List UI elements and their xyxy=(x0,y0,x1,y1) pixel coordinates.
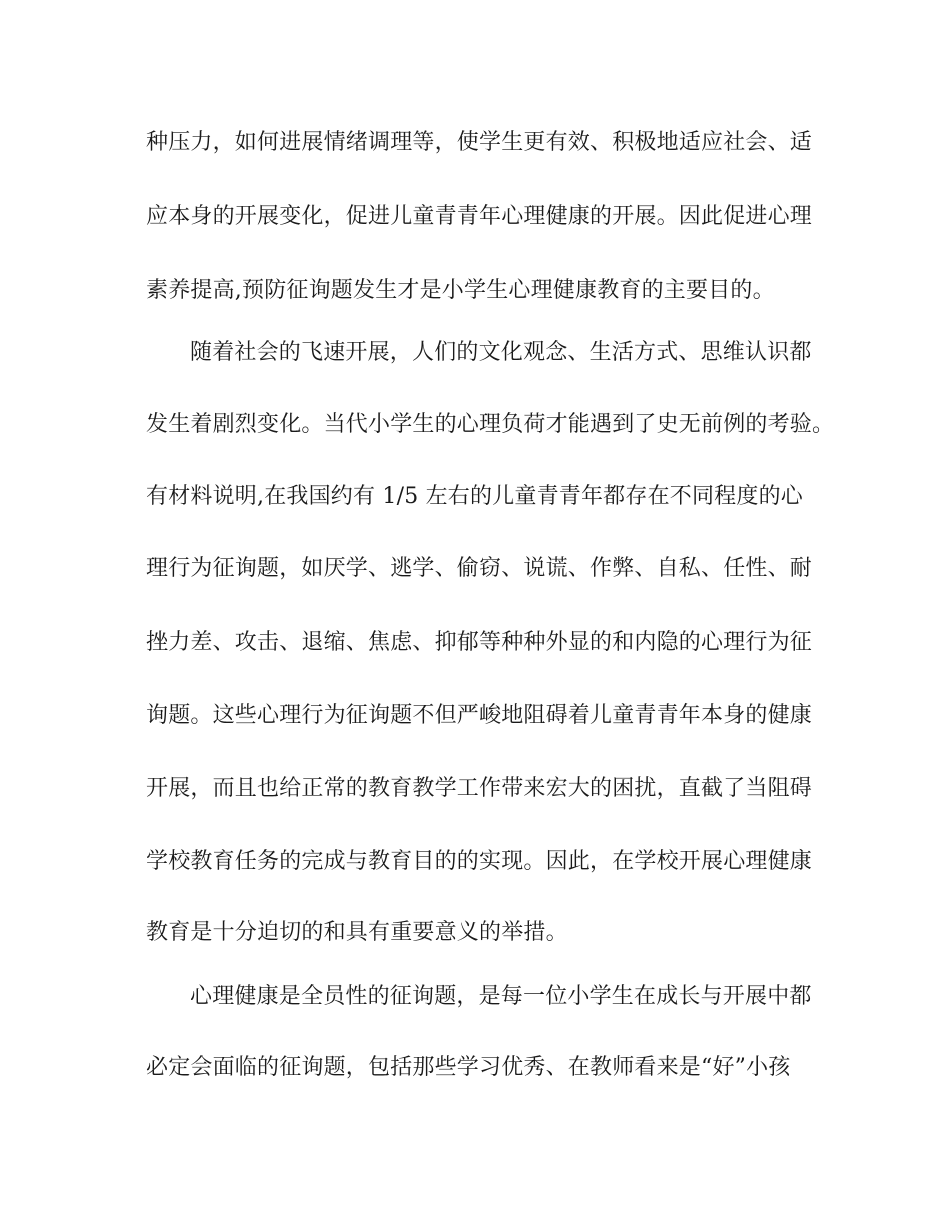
text-line: 开展，而且也给正常的教育教学工作带来宏大的困扰，直截了当阻碍 xyxy=(146,776,813,801)
text-line: 挫力差、攻击、退缩、焦虑、抑郁等种种外显的和内隐的心理行为征 xyxy=(146,630,813,655)
text-line: 应本身的开展变化，促进儿童青青年心理健康的开展。因此促进心理 xyxy=(146,204,813,229)
text-line: 理行为征询题，如厌学、逃学、偷窃、说谎、作弊、自私、任性、耐 xyxy=(146,556,813,581)
text-line: 询题。这些心理行为征询题不但严峻地阻碍着儿童青青年本身的健康 xyxy=(146,703,813,728)
text-line: 发生着剧烈变化。当代小学生的心理负荷才能遇到了史无前例的考验。 xyxy=(146,412,835,437)
paragraph-first-line: 心理健康是全员性的征询题，是每一位小学生在成长与开展中都 xyxy=(190,984,812,1009)
text-line: 学校教育任务的完成与教育目的的实现。因此，在学校开展心理健康 xyxy=(146,849,813,874)
paragraph-first-line: 随着社会的飞速开展，人们的文化观念、生活方式、思维认识都 xyxy=(190,340,812,365)
text-line: 素养提高,预防征询题发生才是小学生心理健康教育的主要目的。 xyxy=(146,278,775,303)
text-line: 种压力，如何进展情绪调理等，使学生更有效、积极地适应社会、适 xyxy=(146,130,813,155)
text-line: 有材料说明,在我国约有 1/5 左右的儿童青青年都存在不同程度的心 xyxy=(146,484,803,509)
text-line: 教育是十分迫切的和具有重要意义的举措。 xyxy=(146,920,568,945)
text-line: 必定会面临的征询题，包括那些学习优秀、在教师看来是“好”小孩 xyxy=(146,1055,791,1080)
